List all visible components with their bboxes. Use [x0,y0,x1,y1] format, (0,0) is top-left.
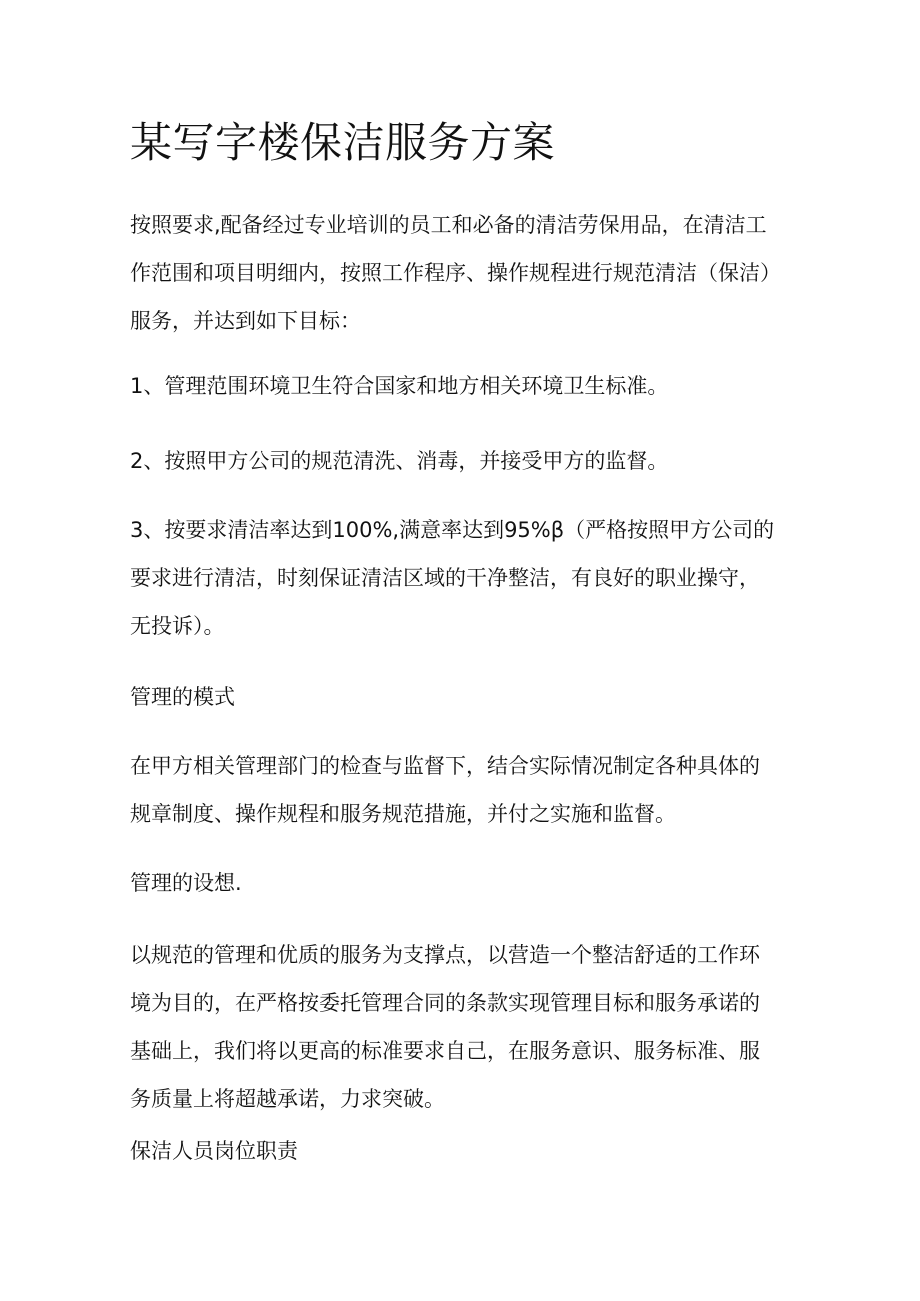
section-heading: 管理的设想. [130,871,242,895]
text-line: 规章制度、操作规程和服务规范措施，并付之实施和监督。 [130,802,676,826]
text-line: 基础上，我们将以更高的标准要求自己，在服务意识、服务标准、服 [130,1039,760,1063]
text-line: 境为目的，在严格按委托管理合同的条款实现管理目标和服务承诺的 [130,991,760,1015]
text-line: 服务，并达到如下目标： [130,309,361,333]
text-line: 务质量上将超越承诺，力求突破。 [130,1087,445,1111]
text-line: 2、按照甲方公司的规范清洗、消毒，并接受甲方的监督。 [130,449,669,473]
text-line: 要求进行清洁，时刻保证清洁区域的干净整洁，有良好的职业操守， [130,566,760,590]
text-line: 在甲方相关管理部门的检查与监督下，结合实际情况制定各种具体的 [130,754,760,778]
text-line: 1、管理范围环境卫生符合国家和地方相关环境卫生标准。 [130,374,669,398]
text-line: 以规范的管理和优质的服务为支撑点，以营造一个整洁舒适的工作环 [130,943,760,967]
text-line: 无投诉）。 [130,614,225,638]
section-heading: 管理的模式 [130,685,235,709]
section-heading: 保洁人员岗位职责 [130,1139,298,1163]
document-title: 某写字楼保洁服务方案 [130,118,556,167]
text-line: 作范围和项目明细内，按照工作程序、操作规程进行规范清洁（保洁） [130,261,781,285]
text-line: 3、按要求清洁率达到100%,满意率达到95%β（严格按照甲方公司的 [130,518,775,542]
text-line: 按照要求,配备经过专业培训的员工和必备的清洁劳保用品，在清洁工 [130,213,767,237]
